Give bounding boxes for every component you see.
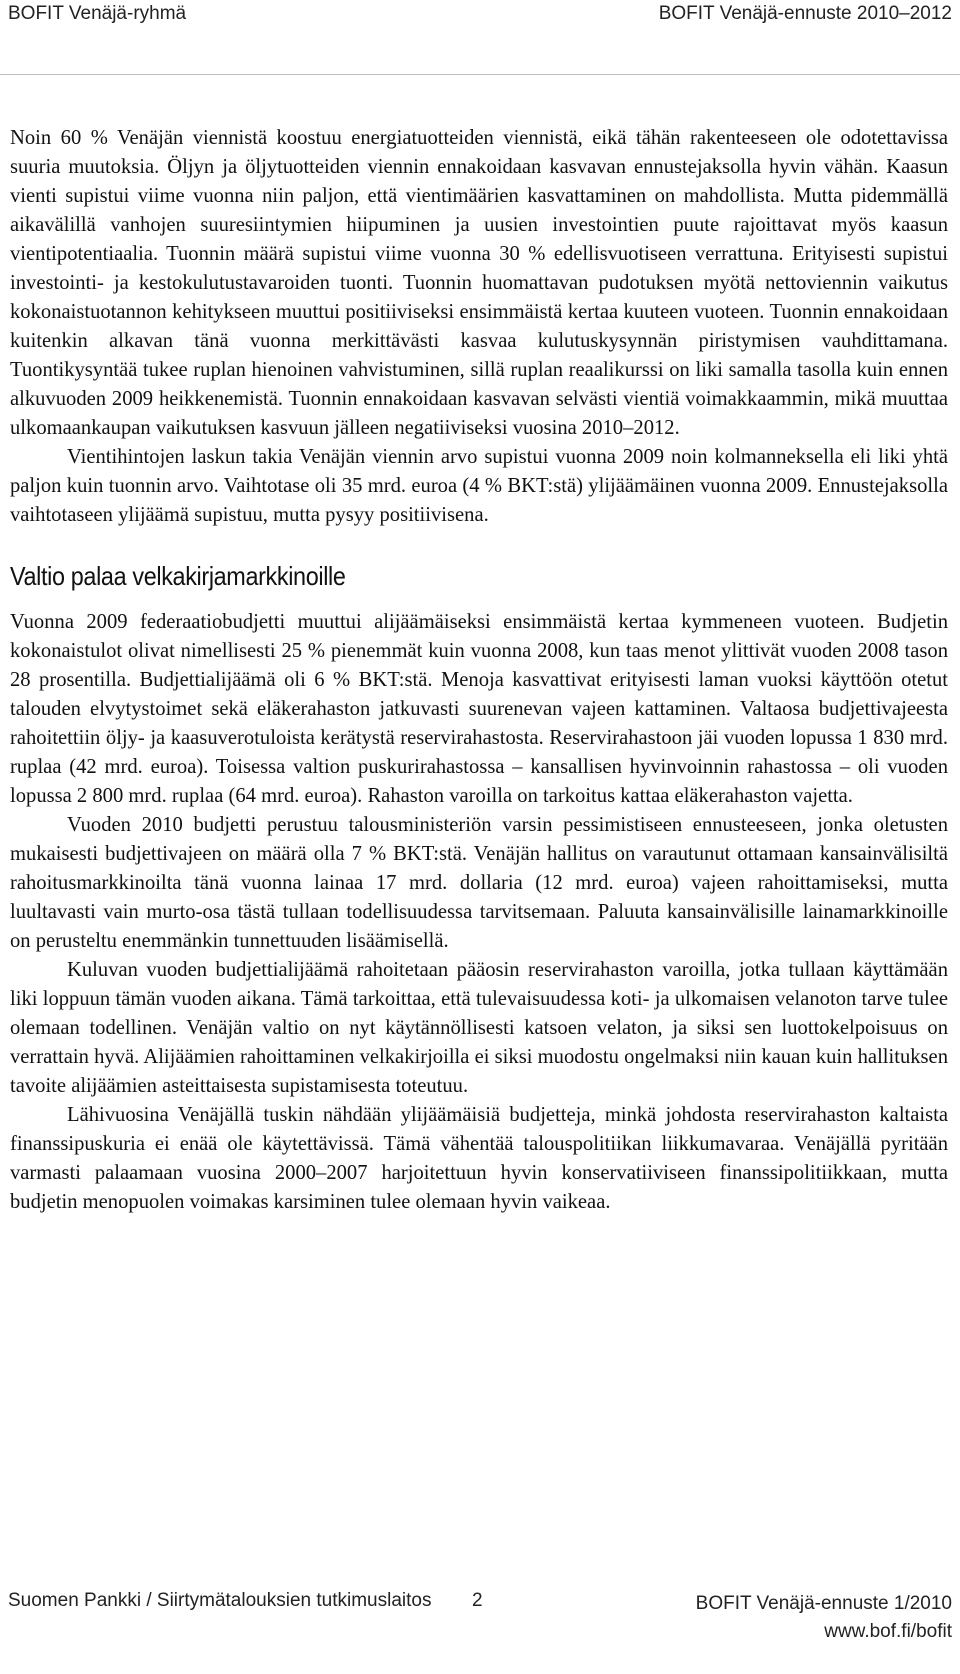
paragraph-exports-imports: Noin 60 % Venäjän viennistä koostuu energiatuotteiden viennistä, eikä tähän rakenteeseen ole odotettavissa suuria muutoksia. Öljyn ja öljytuotteiden viennin ennakoidaan kasvavan ennustejaksolla hyvin vähän. Kaasun vienti supistui viime vuonna niin paljon, että vientimäärien kasvattaminen on mahdollista. Mutta pidemmällä aikavälillä vanhojen suuresiintymien hiipuminen ja uusien investointien puute rajoittavat myös kaasun vientipotentiaalia. Tuonnin määrä supistui viime vuonna 30 % edellisvuotiseen verrattuna. Erityisesti supistui investointi- ja kestokulutustavaroiden tuonti. Tuonnin huomattavan pudotuksen myötä nettoviennin vaikutus kokonaistuotannon kehitykseen muuttui positiiviseksi ensimmäistä kertaa kuuteen vuoteen. Tuonnin ennakoidaan kuitenkin alkavan tänä vuonna merkittävästi kasvaa kulutuskysynnän piristymisen vauhdittamana. Tuontikysyntää tukee ruplan hienoinen vahvistuminen, sillä ruplan reaalikurssi on liki samalla tasolla kuin ennen alkuvuoden 2009 heikkenemistä. Tuonnin ennakoidaan kasvavan selvästi vientiä voimakkaammin, mikä muuttaa ulkomaankaupan vaikutuksen kasvuun jälleen negatiiviseksi vuosina 2010–2012.	[10, 127, 948, 439]
document-body	[10, 124, 948, 1217]
header-right-title: BOFIT Venäjä-ennuste 2010–2012	[658, 3, 952, 24]
footer-publication-title: BOFIT Venäjä-ennuste 1/2010	[695, 1593, 952, 1614]
paragraph-outlook: Lähivuosina Venäjällä tuskin nähdään ylijäämäisiä budjetteja, minkä johdosta reservirahaston kaltaista finanssipuskuria ei enää ole käytettävissä. Tämä vähentää talouspolitiikan liikkumavaraa. Venäjällä pyritään varmasti palaamaan vuosina 2000–2007 harjoitettuun hyvin konservatiiviseen finanssipolitiikkaan, mutta budjetin menopuolen voimakas karsiminen tulee olemaan hyvin vaikeaa.	[10, 1104, 948, 1213]
paragraph-current-account: Vientihintojen laskun takia Venäjän viennin arvo supistui vuonna 2009 noin kolmanneksella eli liki yhtä paljon kuin tuonnin arvo. Vaihtotase oli 35 mrd. euroa (4 % BKT:stä) ylijäämäinen vuonna 2009. Ennustejaksolla vaihtotaseen ylijäämä supistuu, mutta pysyy positiivisena.	[10, 446, 948, 526]
paragraph-budget-2009: Vuonna 2009 federaatiobudjetti muuttui alijäämäiseksi ensimmäistä kertaa kymmeneen vuoteen. Budjetin kokonaistulot olivat nimellisesti 25 % pienemmät kuin vuonna 2008, kun taas menot ylittivät vuoden 2008 tason 28 prosentilla. Budjettialijäämä oli 6 % BKT:stä. Menoja kasvattivat erityisesti laman vuoksi käyttöön otetut talouden elvytystoimet sekä eläkerahaston jatkuvasti suurenevan vajeen kattaminen. Valtaosa budjettivajeesta rahoitettiin öljy- ja kaasuverotuloista kerätystä reservirahastosta. Reservirahastoon jäi vuoden lopussa 1 830 mrd. ruplaa (42 mrd. euroa). Toisessa valtion puskurirahastossa – kansallisen hyvinvoinnin rahastossa – oli vuoden lopussa 2 800 mrd. ruplaa (64 mrd. euroa). Rahaston varoilla on tarkoitus kattaa eläkerahaston vajetta.	[10, 611, 948, 807]
header-left-title: BOFIT Venäjä-ryhmä	[8, 3, 187, 24]
page-header	[0, 0, 960, 75]
footer-url: www.bof.fi/bofit	[824, 1621, 952, 1642]
page-number: 2	[472, 1590, 483, 1611]
paragraph-budget-2010: Vuoden 2010 budjetti perustuu talousministeriön varsin pessimistiseen ennusteeseen, jonka oletusten mukaisesti budjettivajeen on määrä olla 7 % BKT:stä. Venäjän hallitus on varautunut ottamaan kansainvälisiltä rahoitusmarkkinoilta tänä vuonna lainaa 17 mrd. dollaria (12 mrd. euroa) vajeen rahoittamiseksi, mutta luultavasti vain murto-osa tästä tullaan todellisuudessa tarvitsemaan. Paluuta kansainvälisille lainamarkkinoille on perusteltu enemmänkin tunnettuuden lisäämisellä.	[10, 814, 948, 952]
paragraph-deficit-financing: Kuluvan vuoden budjettialijäämä rahoitetaan pääosin reservirahaston varoilla, jotka tullaan käyttämään liki loppuun tämän vuoden aikana. Tämä tarkoittaa, että tulevaisuudessa koti- ja ulkomaisen velanoton tarve tulee olemaan todellinen. Venäjän valtio on nyt käytännöllisesti katsoen velaton, ja siksi sen luottokelpoisuus on verrattain hyvä. Alijäämien rahoittaminen velkakirjoilla ei siksi muodostu ongelmaksi niin kauan kuin hallituksen tavoite alijäämien asteittaisesta supistamisesta toteutuu.	[10, 959, 948, 1097]
section-heading: Valtio palaa velkakirjamarkkinoille	[10, 561, 346, 591]
footer-institution: Suomen Pankki / Siirtymätalouksien tutkimuslaitos	[8, 1590, 432, 1611]
footer-publication	[696, 1590, 952, 1646]
page-footer	[0, 1590, 960, 1674]
